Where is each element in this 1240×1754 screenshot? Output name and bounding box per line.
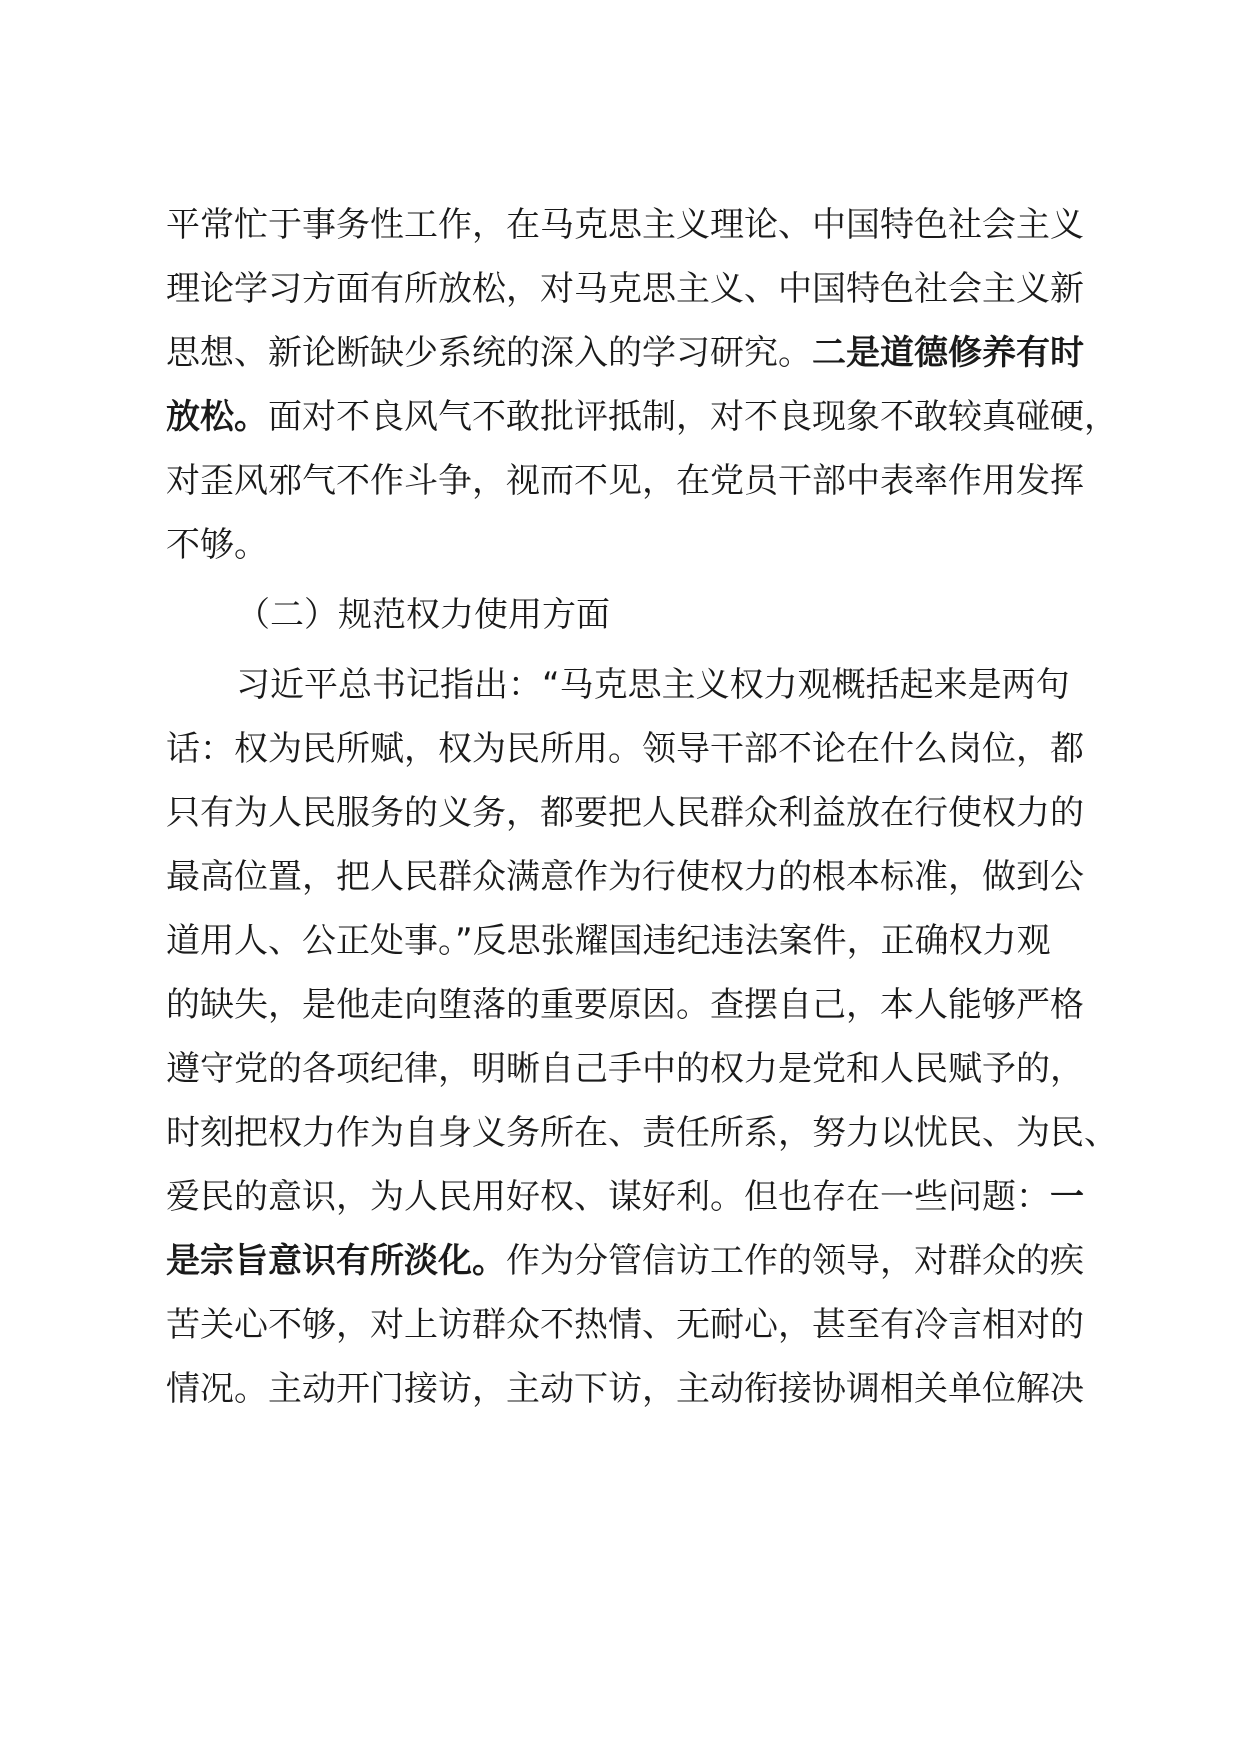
text-line-14 xyxy=(166,1046,1126,1092)
text-run: 爱民的意识，为人民用好权、谋好利。但也存在一些问题： xyxy=(166,1177,1050,1217)
text-line-1 xyxy=(166,202,1126,248)
text-line-11 xyxy=(166,854,1126,900)
text-line-17 xyxy=(166,1238,1126,1284)
text-line-12 xyxy=(166,918,1126,964)
text-run: 遵守党的各项纪律，明晰自己手中的权力是党和人民赋予的， xyxy=(166,1049,1084,1089)
text-line-10 xyxy=(166,790,1126,836)
section-heading xyxy=(236,592,1196,638)
text-line-2 xyxy=(166,266,1126,312)
text-run: 思想、新论断缺少系统的深入的学习研究。 xyxy=(166,333,812,373)
text-run: 面对不良风气不敢批评抵制，对不良现象不敢较真碰硬， xyxy=(268,397,1118,437)
text-line-4 xyxy=(166,394,1126,440)
text-run: 的缺失，是他走向堕落的重要原因。查摆自己，本人能够严格 xyxy=(166,985,1084,1025)
bold-heading-run: 二是道德修养有时 xyxy=(812,333,1084,373)
text-line-3 xyxy=(166,330,1126,376)
text-run: 苦关心不够，对上访群众不热情、无耐心，甚至有冷言相对的 xyxy=(166,1305,1084,1345)
bold-heading-run: 一 xyxy=(1050,1177,1084,1217)
text-run: 情况。主动开门接访，主动下访，主动衔接协调相关单位解决 xyxy=(166,1369,1084,1409)
text-run: 平常忙于事务性工作，在马克思主义理论、中国特色社会主义 xyxy=(166,205,1084,245)
text-run: 只有为人民服务的义务，都要把人民群众利益放在行使权力的 xyxy=(166,793,1084,833)
text-line-13 xyxy=(166,982,1126,1028)
bold-heading-run: 是宗旨意识有所淡化。 xyxy=(166,1241,506,1281)
text-line-15 xyxy=(166,1110,1126,1156)
text-run: 不够。 xyxy=(166,525,268,565)
text-line-5 xyxy=(166,458,1126,504)
text-run: 习近平总书记指出：“马克思主义权力观概括起来是两句 xyxy=(236,665,1070,705)
text-line-8 xyxy=(236,662,1196,708)
text-run: 最高位置，把人民群众满意作为行使权力的根本标准，做到公 xyxy=(166,857,1084,897)
text-line-9 xyxy=(166,726,1126,772)
text-line-19 xyxy=(166,1366,1126,1412)
text-run: （二）规范权力使用方面 xyxy=(236,595,610,635)
text-run: 话：权为民所赋，权为民所用。领导干部不论在什么岗位，都 xyxy=(166,729,1084,769)
text-run: 理论学习方面有所放松，对马克思主义、中国特色社会主义新 xyxy=(166,269,1084,309)
text-line-6 xyxy=(166,522,1126,568)
text-line-16 xyxy=(166,1174,1126,1220)
text-run: 对歪风邪气不作斗争，视而不见，在党员干部中表率作用发挥 xyxy=(166,461,1084,501)
bold-heading-run: 放松。 xyxy=(166,397,268,437)
text-run: 作为分管信访工作的领导，对群众的疾 xyxy=(506,1241,1084,1281)
text-line-18 xyxy=(166,1302,1126,1348)
text-run: 时刻把权力作为自身义务所在、责任所系，努力以忧民、为民、 xyxy=(166,1113,1118,1153)
text-run: 道用人、公正处事。”反思张耀国违纪违法案件，正确权力观 xyxy=(166,921,1051,961)
